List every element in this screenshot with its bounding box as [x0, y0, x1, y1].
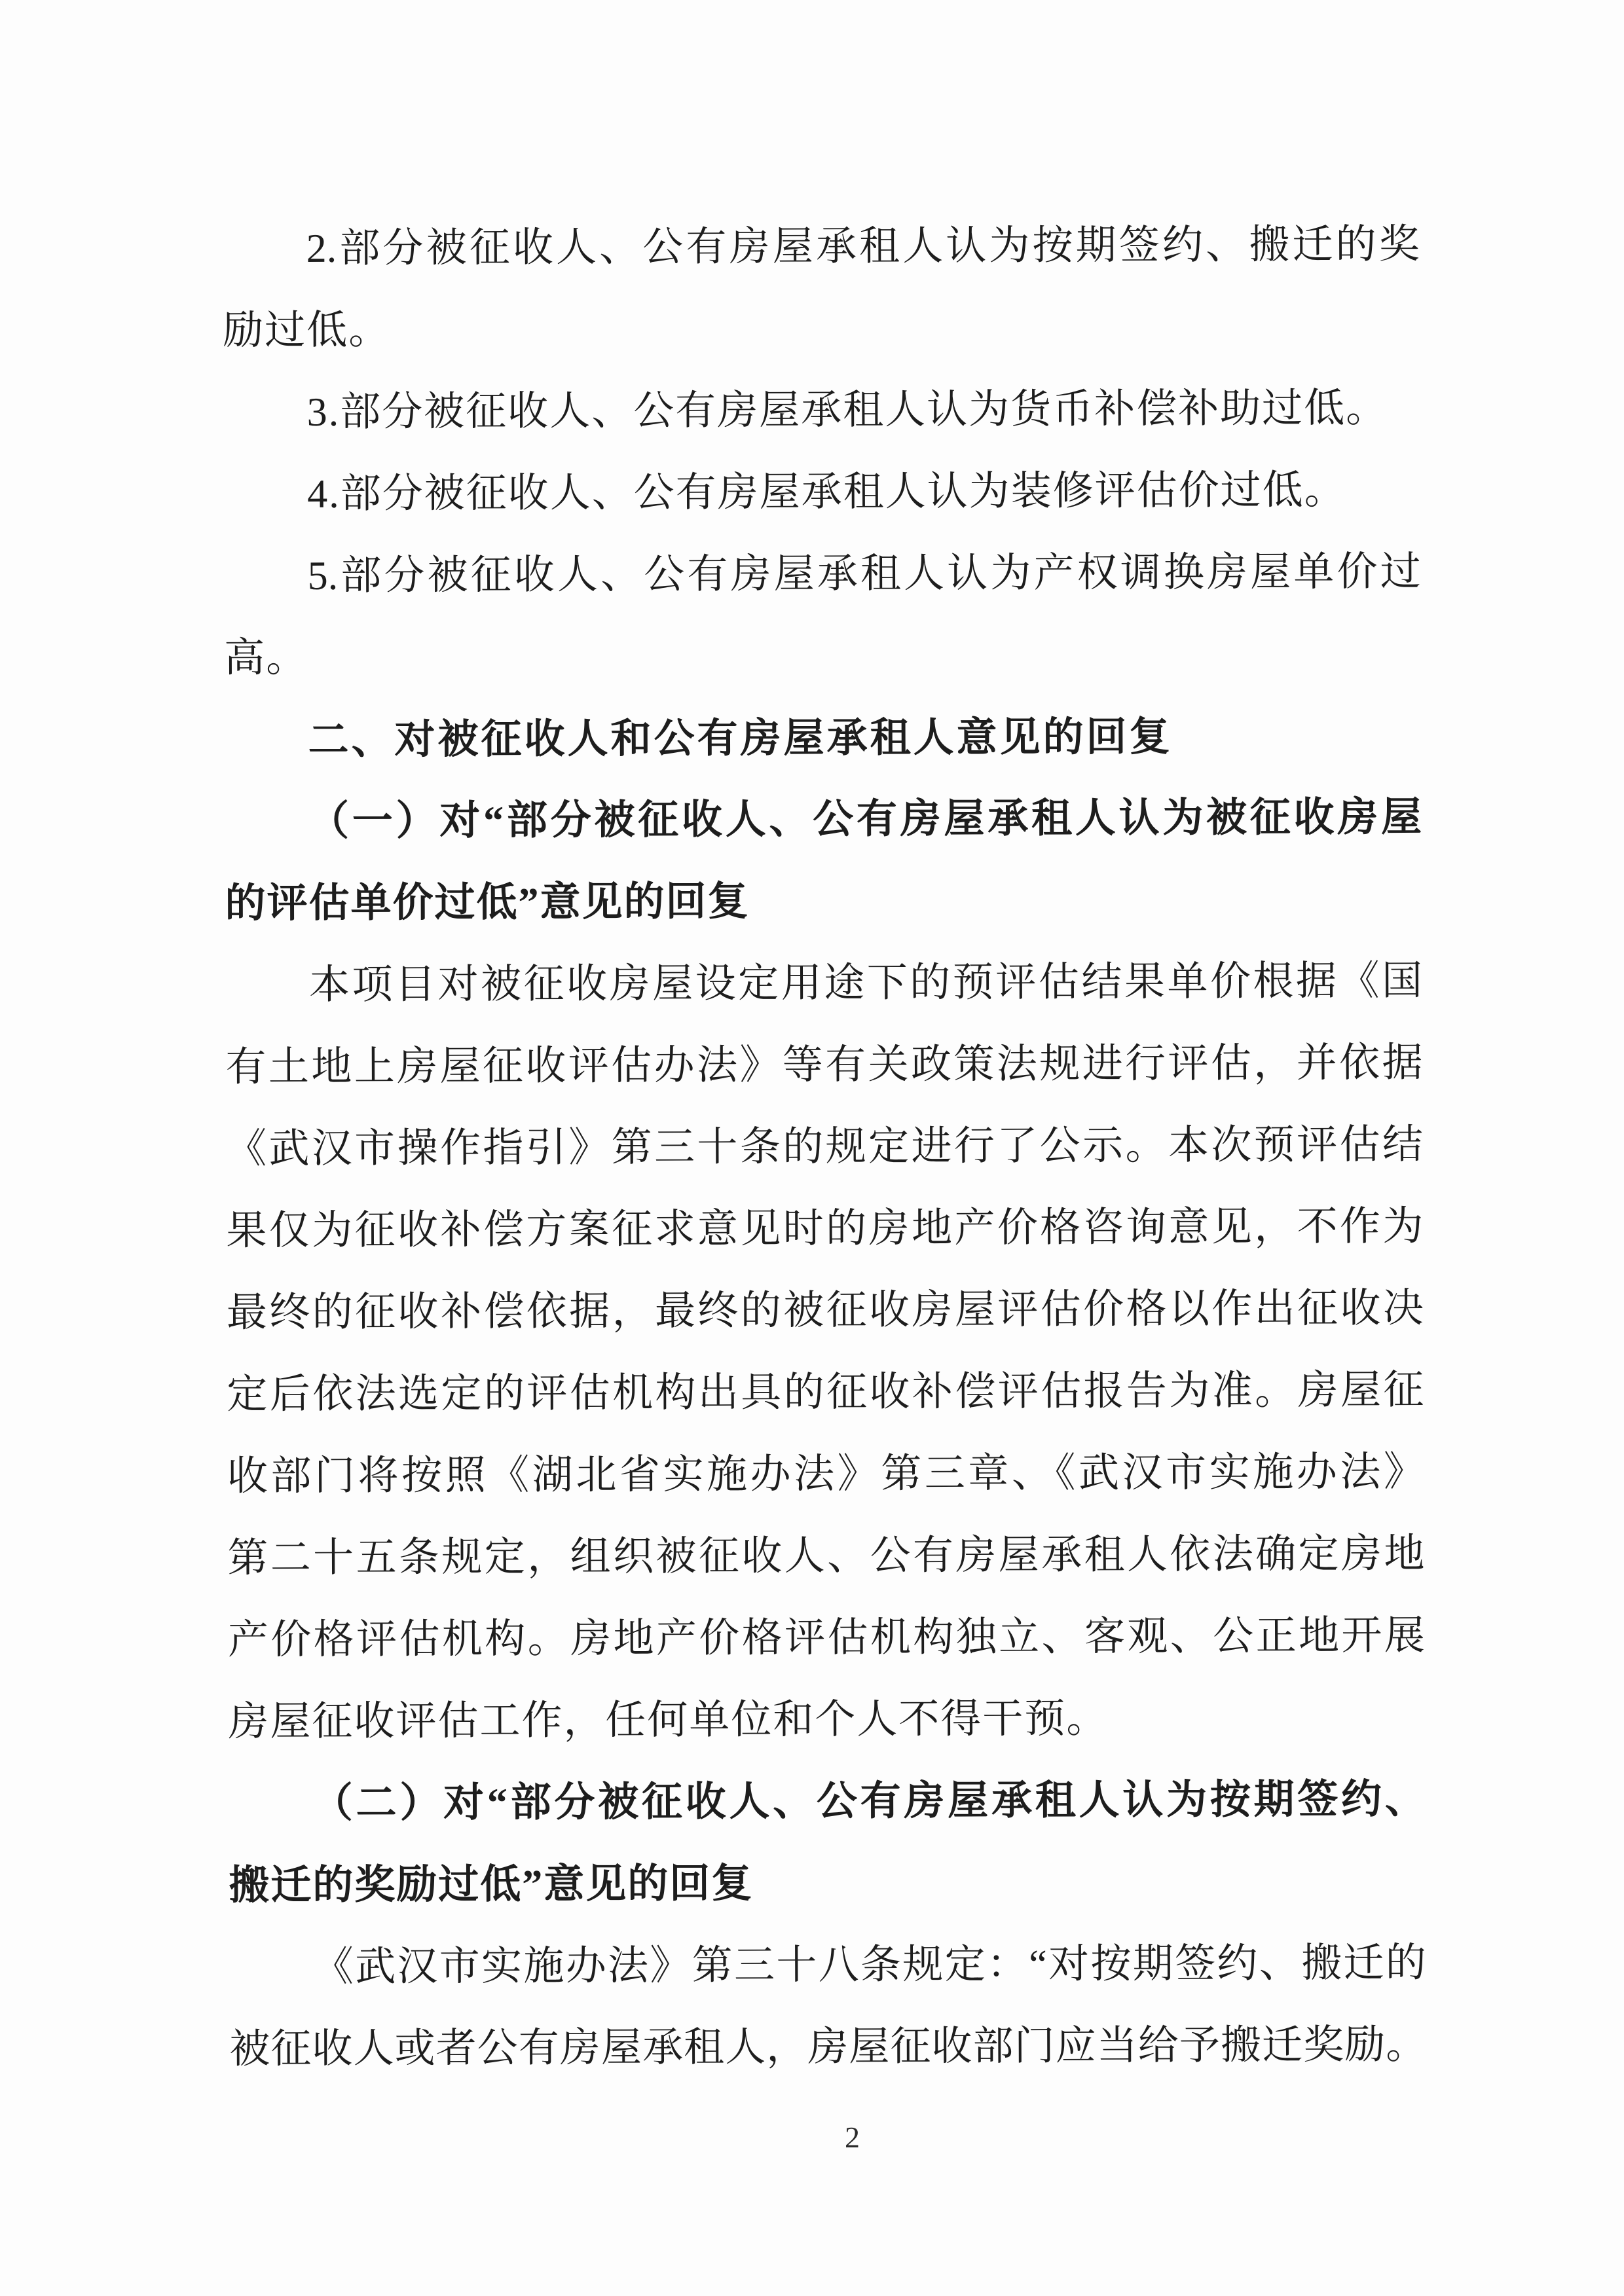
text-line: 高。	[223, 636, 308, 681]
text-line: 定后依法选定的评估机构出具的征收补偿评估报告为准。房屋征	[227, 1368, 1424, 1417]
text-line: （二）对“部分被征收人、公有房屋承租人认为按期签约、	[312, 1777, 1426, 1827]
text-line: 有土地上房屋征收评估办法》等有关政策法规进行评估，并依据	[225, 1040, 1423, 1090]
text-line: 3.部分被征收人、公有房屋承租人认为货币补偿补助过低。	[306, 386, 1388, 435]
text-line: 搬迁的奖励过低”意见的回复	[229, 1861, 754, 1908]
text-line: （一）对“部分被征收人、公有房屋承租人认为被征收房屋	[308, 795, 1422, 845]
text-line: 本项目对被征收房屋设定用途下的预评估结果单价根据《国	[308, 958, 1423, 1008]
text-line: 《武汉市操作指引》第三十条的规定进行了公示。本次预评估结	[225, 1122, 1424, 1172]
text-line: 果仅为征收补偿方案征求意见时的房地产价格咨询意见，不作为	[226, 1204, 1424, 1254]
text-line: 最终的征收补偿依据，最终的被征收房屋评估价格以作出征收决	[226, 1286, 1424, 1336]
text-line: 二、对被征收人和公有房屋承租人意见的回复	[308, 714, 1173, 763]
text-line: 《武汉市实施办法》第三十八条规定：“对按期签约、搬迁的	[312, 1941, 1426, 1990]
text-line: 被征收人或者公有房屋承租人，房屋征收部门应当给予搬迁奖励。	[229, 2022, 1427, 2072]
text-line: 励过低。	[223, 308, 391, 354]
document-body	[222, 204, 1426, 2091]
page-number: 2	[845, 2121, 860, 2154]
text-line: 第二十五条规定，组织被征收人、公有房屋承租人依法确定房地	[227, 1531, 1425, 1581]
text-line: 房屋征收评估工作，任何单位和个人不得干预。	[228, 1696, 1109, 1745]
text-line: 4.部分被征收人、公有房屋承租人认为装修评估价过低。	[307, 467, 1346, 517]
text-line: 收部门将按照《湖北省实施办法》第三章、《武汉市实施办法》	[227, 1449, 1425, 1499]
text-line: 2.部分被征收人、公有房屋承租人认为按期签约、搬迁的奖	[306, 222, 1420, 272]
text-line: 5.部分被征收人、公有房屋承租人认为产权调换房屋单价过	[307, 549, 1421, 599]
text-line: 的评估单价过低”意见的回复	[225, 879, 750, 926]
text-line: 产价格评估机构。房地产价格评估机构独立、客观、公正地开展	[227, 1613, 1426, 1663]
